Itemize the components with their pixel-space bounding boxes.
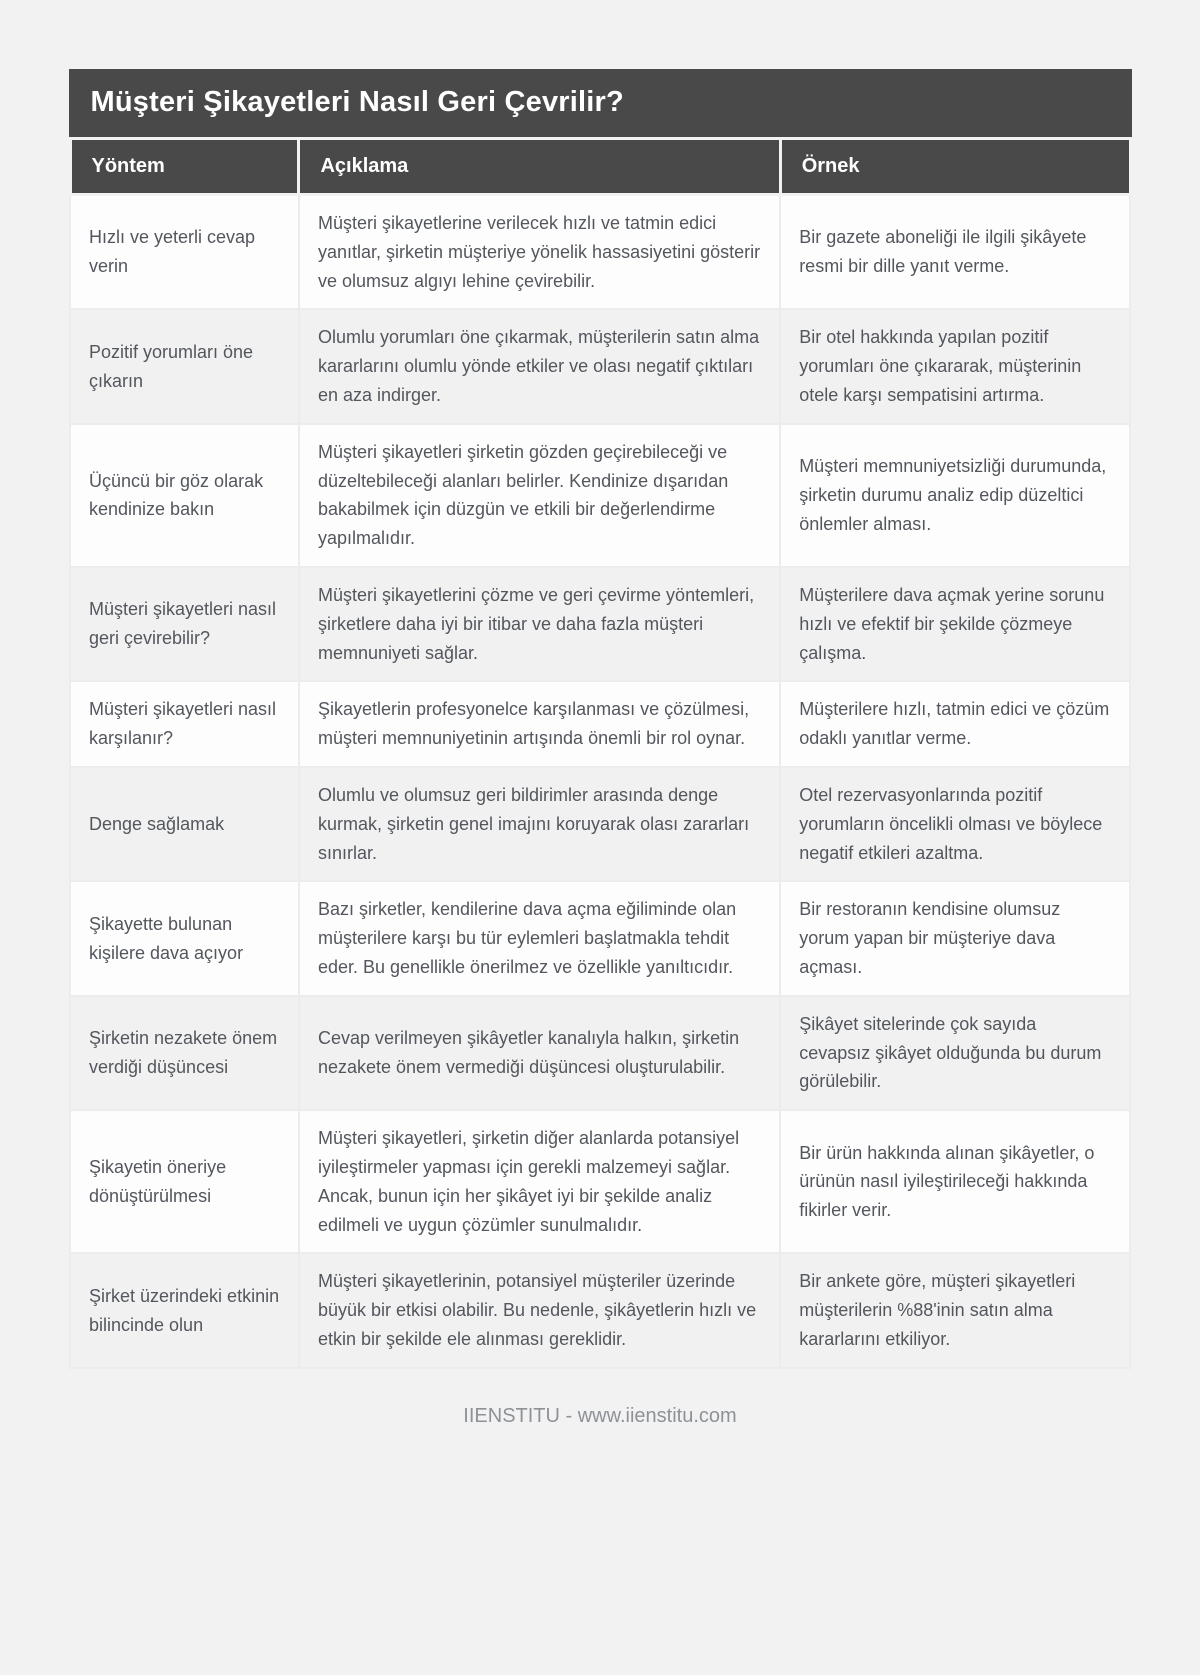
column-header-aciklama: Açıklama bbox=[299, 140, 780, 195]
description-cell: Şikayetlerin profesyonelce karşılanması ve çözülmesi, müşteri memnuniyetinin artışında önemli bir rol oynar. bbox=[299, 681, 780, 767]
description-cell: Müşteri şikayetlerine verilecek hızlı ve tatmin edici yanıtlar, şirketin müşteriye yönelik hassasiyetini gösterir ve olumsuz algıyı lehine çevirebilir. bbox=[299, 195, 780, 310]
table-row bbox=[70, 1253, 1130, 1367]
example-cell: Müşteri memnuniyetsizliği durumunda, şirketin durumu analiz edip düzeltici önlemler alması. bbox=[780, 424, 1130, 567]
method-cell: Denge sağlamak bbox=[70, 767, 299, 881]
example-cell: Bir otel hakkında yapılan pozitif yorumları öne çıkararak, müşterinin otele karşı sempatisini artırma. bbox=[780, 309, 1130, 423]
method-cell: Şirket üzerindeki etkinin bilincinde olun bbox=[70, 1253, 299, 1367]
table-row bbox=[70, 567, 1130, 681]
table-body bbox=[70, 195, 1130, 1368]
table-row bbox=[70, 767, 1130, 881]
example-cell: Şikâyet sitelerinde çok sayıda cevapsız şikâyet olduğunda bu durum görülebilir. bbox=[780, 996, 1130, 1110]
description-cell: Müşteri şikayetlerini çözme ve geri çevirme yöntemleri, şirketlere daha iyi bir itibar ve daha fazla müşteri memnuniyeti sağlar. bbox=[299, 567, 780, 681]
table-row bbox=[70, 881, 1130, 995]
method-cell: Müşteri şikayetleri nasıl geri çevirebilir? bbox=[70, 567, 299, 681]
description-cell: Müşteri şikayetleri, şirketin diğer alanlarda potansiyel iyileştirmeler yapması için gerekli malzemeyi sağlar. Ancak, bunun için her şikâyet iyi bir şekilde analiz edilmeli ve uygun çözümler sunulmalıdır. bbox=[299, 1110, 780, 1253]
method-cell: Şikayetin öneriye dönüştürülmesi bbox=[70, 1110, 299, 1253]
table-row bbox=[70, 996, 1130, 1110]
example-cell: Otel rezervasyonlarında pozitif yorumların öncelikli olması ve böylece negatif etkileri azaltma. bbox=[780, 767, 1130, 881]
description-cell: Olumlu ve olumsuz geri bildirimler arasında denge kurmak, şirketin genel imajını koruyarak olası zararları sınırlar. bbox=[299, 767, 780, 881]
complaints-table bbox=[69, 140, 1132, 1369]
table-header bbox=[70, 140, 1130, 195]
method-cell: Üçüncü bir göz olarak kendinize bakın bbox=[70, 424, 299, 567]
method-cell: Şirketin nezakete önem verdiği düşüncesi bbox=[70, 996, 299, 1110]
page-title: Müşteri Şikayetleri Nasıl Geri Çevrilir? bbox=[69, 69, 1132, 137]
example-cell: Bir gazete aboneliği ile ilgili şikâyete resmi bir dille yanıt verme. bbox=[780, 195, 1130, 310]
example-cell: Müşterilere dava açmak yerine sorunu hızlı ve efektif bir şekilde çözmeye çalışma. bbox=[780, 567, 1130, 681]
table-row bbox=[70, 424, 1130, 567]
table-row bbox=[70, 309, 1130, 423]
example-cell: Müşterilere hızlı, tatmin edici ve çözüm odaklı yanıtlar verme. bbox=[780, 681, 1130, 767]
description-cell: Bazı şirketler, kendilerine dava açma eğiliminde olan müşterilere karşı bu tür eylemleri başlatmakla tehdit eder. Bu genellikle önerilmez ve özellikle yanıltıcıdır. bbox=[299, 881, 780, 995]
table-row bbox=[70, 681, 1130, 767]
method-cell: Hızlı ve yeterli cevap verin bbox=[70, 195, 299, 310]
description-cell: Müşteri şikayetlerinin, potansiyel müşteriler üzerinde büyük bir etkisi olabilir. Bu nedenle, şikâyetlerin hızlı ve etkin bir şekilde ele alınması gereklidir. bbox=[299, 1253, 780, 1367]
example-cell: Bir restoranın kendisine olumsuz yorum yapan bir müşteriye dava açması. bbox=[780, 881, 1130, 995]
method-cell: Pozitif yorumları öne çıkarın bbox=[70, 309, 299, 423]
example-cell: Bir ankete göre, müşteri şikayetleri müşterilerin %88'inin satın alma kararlarını etkiliyor. bbox=[780, 1253, 1130, 1367]
table-row bbox=[70, 1110, 1130, 1253]
description-cell: Cevap verilmeyen şikâyetler kanalıyla halkın, şirketin nezakete önem vermediği düşüncesi oluşturulabilir. bbox=[299, 996, 780, 1110]
method-cell: Şikayette bulunan kişilere dava açıyor bbox=[70, 881, 299, 995]
example-cell: Bir ürün hakkında alınan şikâyetler, o ürünün nasıl iyileştirileceği hakkında fikirler verir. bbox=[780, 1110, 1130, 1253]
footer-credit: IIENSTITU - www.iienstitu.com bbox=[463, 1404, 737, 1427]
description-cell: Müşteri şikayetleri şirketin gözden geçirebileceği ve düzeltebileceği alanları belirler. Kendinize dışarıdan bakabilmek için düzgün ve etkili bir değerlendirme yapılmalıdır. bbox=[299, 424, 780, 567]
header-row bbox=[70, 140, 1130, 195]
method-cell: Müşteri şikayetleri nasıl karşılanır? bbox=[70, 681, 299, 767]
description-cell: Olumlu yorumları öne çıkarmak, müşterilerin satın alma kararlarını olumlu yönde etkiler ve olası negatif çıktıları en aza indirger. bbox=[299, 309, 780, 423]
document-page bbox=[69, 0, 1132, 1498]
column-header-ornek: Örnek bbox=[780, 140, 1130, 195]
table-row bbox=[70, 195, 1130, 310]
column-header-yontem: Yöntem bbox=[70, 140, 299, 195]
